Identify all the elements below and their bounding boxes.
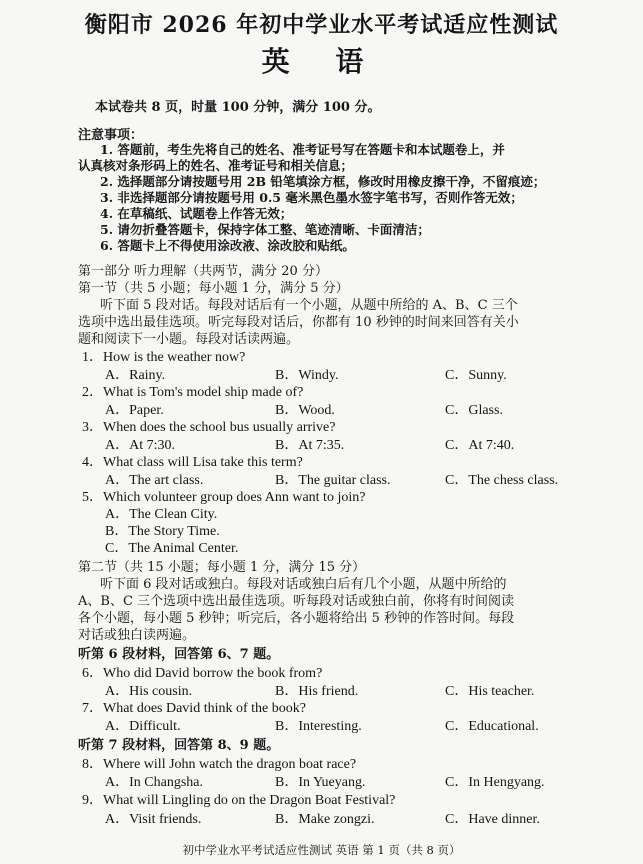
option-c: C．At 7:40. (445, 438, 515, 453)
section2-instruction: 对话或独白读两遍。 (78, 628, 196, 643)
question-2: 2．What is Tom's model ship made of? (82, 385, 304, 400)
option-c: C．The Animal Center. (105, 541, 239, 556)
option-b: B．The guitar class. (275, 473, 391, 488)
option-a: A．In Changsha. (105, 775, 203, 790)
part1-title: 第一部分 听力理解（共两节，满分 20 分） (78, 264, 328, 279)
option-a: A．His cousin. (105, 684, 193, 699)
option-b: B．Wood. (275, 403, 335, 418)
note-item: 1. 答题前，考生先将自己的姓名、准考证号写在答题卡和本试题卷上，并 (100, 142, 505, 157)
question-5: 5．Which volunteer group does Ann want to join? (82, 490, 366, 505)
section1-title: 第一节（共 5 小题；每小题 1 分，满分 5 分） (78, 281, 349, 296)
section1-instruction: 题和阅读下一小题。每段对话读两遍。 (78, 332, 300, 347)
note-item: 4. 在草稿纸、试题卷上作答无效； (100, 206, 293, 221)
question-8: 8．Where will John watch the dragon boat race? (82, 757, 357, 772)
notes-title: 注意事项： (78, 128, 144, 143)
option-c: C．In Hengyang. (445, 775, 545, 790)
option-c: C．His teacher. (445, 684, 535, 699)
section2-instruction: A、B、C 三个选项中选出最佳选项。听每段对话或独白前，你将有时间阅读 (78, 594, 515, 609)
option-b: B．At 7:35. (275, 438, 345, 453)
option-a: A．Paper. (105, 403, 164, 418)
section1-instruction: 选项中选出最佳选项。听完每段对话后，你都有 10 秒钟的时间来回答有关小 (78, 315, 519, 330)
exam-info: 本试卷共 8 页，时量 100 分钟，满分 100 分。 (95, 100, 381, 115)
subject-title: 英 语 (261, 45, 382, 78)
section2-instruction: 各个小题，每小题 5 秒钟；听完后，各小题将给出 5 秒钟的作答时间。每段 (78, 611, 515, 626)
note-item: 认真核对条形码上的姓名、准考证号和相关信息； (78, 158, 354, 173)
section2-title: 第二节（共 15 小题；每小题 1 分，满分 15 分） (78, 560, 366, 575)
question-6: 6．Who did David borrow the book from? (82, 666, 323, 681)
question-1: 1．How is the weather now? (82, 350, 246, 365)
option-a: A．At 7:30. (105, 438, 175, 453)
question-3: 3．When does the school bus usually arrive? (82, 420, 336, 435)
option-b: B．His friend. (275, 684, 359, 699)
option-c: C．Educational. (445, 719, 539, 734)
note-item: 5. 请勿折叠答题卡，保持字体工整、笔迹清晰、卡面清洁； (100, 222, 430, 237)
note-item: 6. 答题卡上不得使用涂改液、涂改胶和贴纸。 (100, 238, 355, 253)
option-c: C．Sunny. (445, 368, 507, 383)
material-6-heading: 听第 6 段材料，回答第 6、7 题。 (78, 647, 280, 662)
option-b: B．Make zongzi. (275, 812, 375, 827)
note-item: 3. 非选择题部分请按题号用 0.5 毫米黑色墨水签字笔书写，否则作答无效； (100, 190, 523, 205)
option-a: A．The Clean City. (105, 507, 218, 522)
section1-instruction: 听下面 5 段对话。每段对话后有一个小题，从题中所给的 A、B、C 三个 (100, 298, 518, 313)
question-9: 9．What will Lingling do on the Dragon Boat Festival? (82, 793, 396, 808)
option-a: A．The art class. (105, 473, 204, 488)
option-a: A．Rainy. (105, 368, 166, 383)
question-7: 7．What does David think of the book? (82, 701, 306, 716)
note-item: 2. 选择题部分请按题号用 2B 铅笔填涂方框，修改时用橡皮擦干净，不留痕迹； (100, 174, 546, 189)
option-c: C．The chess class. (445, 473, 559, 488)
question-4: 4．What class will Lisa take this term? (82, 455, 303, 470)
option-b: B．Windy. (275, 368, 339, 383)
page-footer: 初中学业水平考试适应性测试 英语 第 1 页（共 8 页） (182, 843, 461, 857)
option-b: B．Interesting. (275, 719, 362, 734)
option-c: C．Have dinner. (445, 812, 540, 827)
exam-title: 衡阳市 2026 年初中学业水平考试适应性测试 (84, 12, 559, 38)
option-b: B．In Yueyang. (275, 775, 366, 790)
option-a: A．Visit friends. (105, 812, 202, 827)
material-7-heading: 听第 7 段材料，回答第 8、9 题。 (78, 738, 280, 753)
option-a: A．Difficult. (105, 719, 181, 734)
option-c: C．Glass. (445, 403, 503, 418)
section2-instruction: 听下面 6 段对话或独白。每段对话或独白后有几个小题，从题中所给的 (100, 577, 507, 592)
option-b: B．The Story Time. (105, 524, 220, 539)
